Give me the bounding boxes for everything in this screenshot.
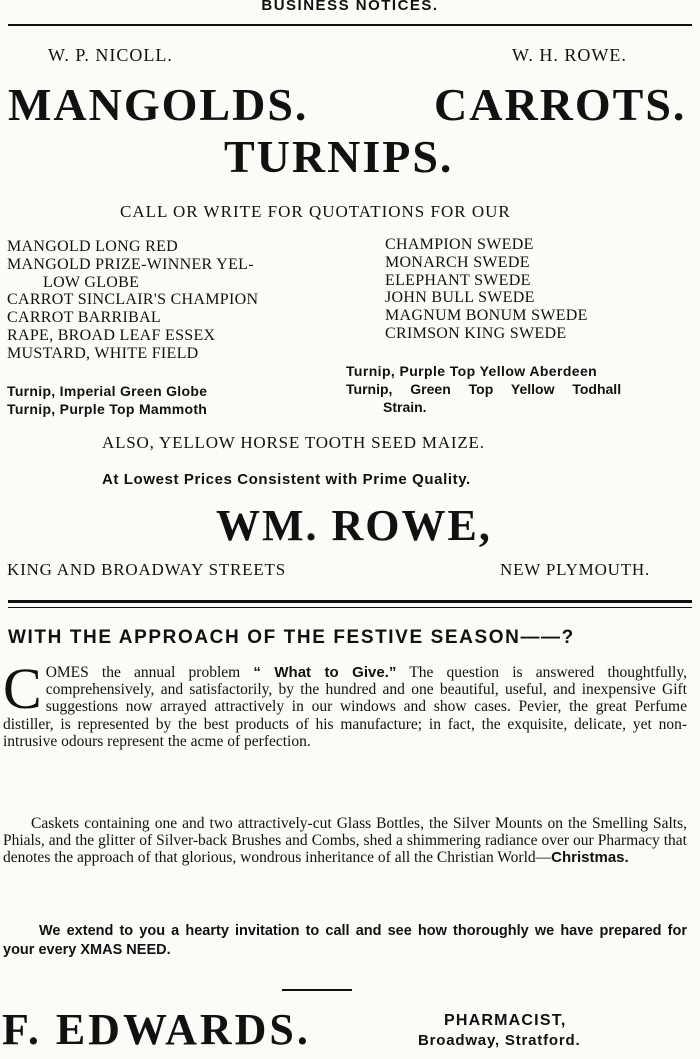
price-line: At Lowest Prices Consistent with Prime Quality.	[102, 471, 471, 488]
festive-headline: WITH THE APPROACH OF THE FESTIVE SEASON——?	[8, 627, 575, 648]
turnip-left-1: Turnip, Imperial Green Globe	[7, 383, 208, 399]
address-left: KING AND BROADWAY STREETS	[7, 560, 286, 579]
list-item: LOW GLOBE	[43, 273, 140, 291]
pharmacist-title: PHARMACIST,	[444, 1012, 567, 1029]
list-item: CHAMPION SWEDE	[385, 236, 534, 253]
divider-rule-thick	[8, 600, 692, 603]
list-item: CARROT SINCLAIR'S CHAMPION	[7, 291, 259, 309]
section-header: BUSINESS NOTICES.	[261, 0, 439, 14]
list-item: CARROT BARRIBAL	[7, 309, 162, 327]
turnip-right-1: Turnip, Purple Top Yellow Aberdeen	[346, 363, 598, 379]
list-item: CRIMSON KING SWEDE	[385, 324, 567, 342]
paragraph-3: We extend to you a hearty invitation to call and see how thoroughly we have prepared for your every XMAS NEED.	[3, 923, 687, 958]
headline-turnips: TURNIPS.	[224, 131, 454, 182]
list-item: MANGOLD PRIZE-WINNER YEL-	[7, 255, 254, 273]
right-seed-list	[385, 236, 588, 343]
list-item: MONARCH SWEDE	[385, 253, 530, 271]
address-right: NEW PLYMOUTH.	[500, 560, 651, 579]
list-item: MAGNUM BONUM SWEDE	[385, 307, 588, 325]
turnip-right-2: Turnip, Green Top Yellow Todhall	[346, 381, 622, 397]
list-item: MUSTARD, WHITE FIELD	[7, 344, 199, 362]
drop-cap: C	[3, 656, 42, 721]
headline-mangolds: MANGOLDS.	[8, 79, 309, 130]
headline-carrots: CARROTS.	[434, 79, 687, 130]
list-item: JOHN BULL SWEDE	[385, 289, 535, 307]
paragraph-1: COMES the annual problem “ What to Give.” The question is answered thoughtfully, comprehensively, and satisfactorily, by the hundred and one beautiful, useful, and inexpensive Gift suggestions now arrayed attractively in our windows and show cases. Pevier, the great Perfume distiller, is represented by the best products of his manufacture; in fact, the exquisite, delicate, yet non-intrusive odours represent the acme of perfection.	[3, 656, 687, 750]
merchant-name: WM. ROWE,	[216, 501, 492, 550]
pharmacist-address: Broadway, Stratford.	[418, 1032, 581, 1049]
signature-rule	[282, 989, 352, 991]
call-line: CALL OR WRITE FOR QUOTATIONS FOR OUR	[120, 202, 511, 221]
name-nicoll: W. P. NICOLL.	[48, 45, 173, 65]
turnip-right-3: Strain.	[383, 399, 427, 415]
list-item: MANGOLD LONG RED	[7, 238, 179, 255]
left-seed-list	[7, 238, 258, 363]
pharmacist-name: F. EDWARDS.	[2, 1005, 311, 1054]
paragraph-2: Caskets containing one and two attractively-cut Glass Bottles, the Silver Mounts on the Smelling Salts, Phials, and the glitter of Silver-back Brushes and Combs, shed a shimmering radiance over our Pharmacy that denotes the approach of that glorious, wondrous inheritance of all the Christian World—Christmas.	[3, 815, 687, 867]
divider-rule-thin	[8, 607, 692, 608]
list-item: RAPE, BROAD LEAF ESSEX	[7, 326, 216, 344]
maize-line: ALSO, YELLOW HORSE TOOTH SEED MAIZE.	[102, 433, 485, 452]
list-item: ELEPHANT SWEDE	[385, 271, 531, 289]
header-rule	[8, 24, 692, 26]
name-rowe: W. H. ROWE.	[512, 45, 627, 65]
turnip-left-2: Turnip, Purple Top Mammoth	[7, 401, 208, 417]
